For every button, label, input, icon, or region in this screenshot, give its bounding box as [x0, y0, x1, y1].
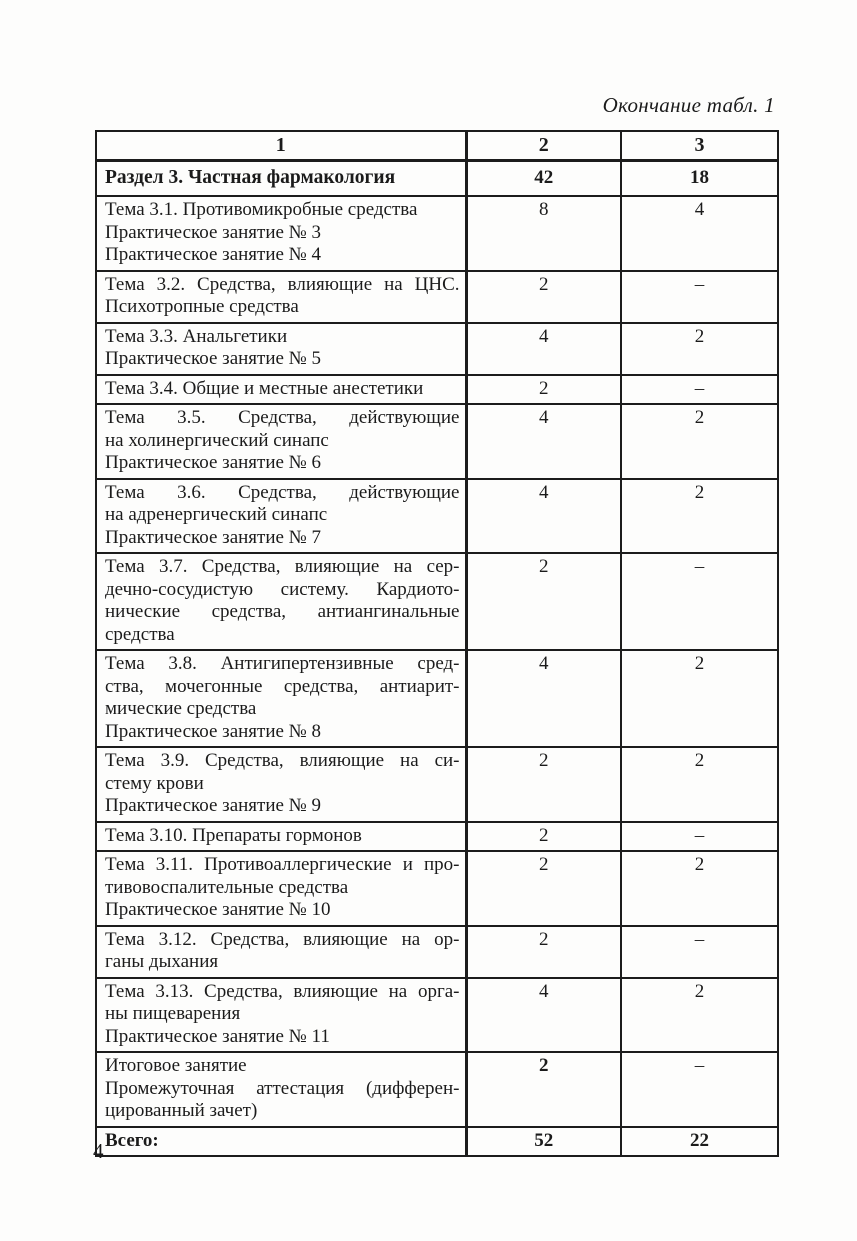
table-row-3 [96, 323, 778, 375]
table-continuation-caption: Окончание табл. 1 [602, 93, 775, 117]
topic-cell [96, 479, 466, 554]
column-number-row [96, 131, 778, 161]
topic-cell [96, 747, 466, 822]
topic-text-line: Практическое занятие № 3 [105, 221, 322, 243]
column-header-2: 2 [466, 131, 621, 161]
table-row-11 [96, 851, 778, 926]
hours-cell: 2 [466, 851, 621, 926]
topic-text-line: мические средства [105, 698, 257, 719]
topic-text-line: Тема 3.3. Анальгетики [105, 325, 288, 347]
seminars-cell: – [621, 1052, 778, 1127]
topic-text-line: ны пищеварения [105, 1003, 241, 1024]
topic-text-line: Практическое занятие № 9 [105, 795, 322, 816]
topic-text-line: на адренергический синапс [105, 504, 328, 525]
hours-cell: 2 [466, 822, 621, 852]
seminars-cell: 2 [621, 747, 778, 822]
hours-cell: 52 [466, 1127, 621, 1157]
topic-text-line: Промежуточная аттестация (дифферен- [105, 1077, 460, 1099]
hours-cell: 42 [466, 161, 621, 197]
table-row-section [96, 161, 778, 197]
topic-text-line: стему крови [105, 772, 204, 794]
hours-cell: 4 [466, 650, 621, 747]
topic-cell [96, 650, 466, 747]
topic-cell [96, 978, 466, 1053]
table-row-7 [96, 553, 778, 650]
seminars-cell: 18 [621, 161, 778, 197]
seminars-cell: 2 [621, 479, 778, 554]
hours-cell: 2 [466, 926, 621, 978]
topic-text-line: нические средства, антиангинальные [105, 601, 460, 622]
hours-cell: 4 [466, 978, 621, 1053]
table-body [96, 161, 778, 1157]
course-hours-table [95, 130, 779, 1157]
topic-text-line: Тема 3.1. Противомикробные средства [105, 199, 418, 220]
topic-text-line: тивовоспалительные средства [105, 876, 349, 898]
topic-text-line: Практическое занятие № 6 [105, 452, 322, 473]
topic-text-line: дечно-сосудистую систему. Кардиото- [105, 578, 460, 600]
topic-text-line: Тема 3.9. Средства, влияющие на си- [105, 750, 460, 771]
topic-text-line: Тема 3.11. Противоаллергические и про- [105, 854, 460, 875]
seminars-cell: 2 [621, 323, 778, 375]
hours-cell: 8 [466, 196, 621, 271]
table-row-12 [96, 926, 778, 978]
seminars-cell: 4 [621, 196, 778, 271]
topic-text-line: Тема 3.6. Средства, действующие [105, 481, 460, 503]
table-row-final [96, 1052, 778, 1127]
seminars-cell: – [621, 375, 778, 405]
table-row-1 [96, 196, 778, 271]
topic-text-line: Практическое занятие № 10 [105, 899, 331, 920]
seminars-cell: 2 [621, 978, 778, 1053]
topic-cell [96, 196, 466, 271]
table-row-6 [96, 479, 778, 554]
topic-text-line: Тема 3.7. Средства, влияющие на сер- [105, 556, 460, 577]
topic-text-line: средства [105, 623, 175, 645]
topic-cell [96, 161, 466, 197]
topic-text-line: Тема 3.5. Средства, действующие [105, 407, 460, 428]
topic-cell [96, 404, 466, 479]
topic-cell [96, 822, 466, 852]
table-row-10 [96, 822, 778, 852]
hours-cell: 4 [466, 323, 621, 375]
topic-cell [96, 553, 466, 650]
seminars-cell: – [621, 822, 778, 852]
topic-cell [96, 323, 466, 375]
table-row-4 [96, 375, 778, 405]
table-row-2 [96, 271, 778, 323]
table-row-total [96, 1127, 778, 1157]
hours-cell: 2 [466, 271, 621, 323]
column-header-1: 1 [96, 131, 466, 161]
seminars-cell: 2 [621, 650, 778, 747]
topic-text-line: цированный зачет) [105, 1100, 258, 1121]
topic-text-line: Итоговое занятие [105, 1055, 247, 1076]
table-row-8 [96, 650, 778, 747]
seminars-cell: – [621, 553, 778, 650]
topic-cell [96, 375, 466, 405]
table-row-13 [96, 978, 778, 1053]
topic-text-line: Всего: [105, 1129, 159, 1151]
topic-cell [96, 271, 466, 323]
topic-text-line: Тема 3.8. Антигипертензивные сред- [105, 653, 460, 674]
topic-text-line: Раздел 3. Частная фармакология [105, 167, 396, 188]
topic-cell [96, 851, 466, 926]
seminars-cell: 22 [621, 1127, 778, 1157]
topic-text-line: ганы дыхания [105, 951, 219, 972]
topic-cell [96, 1052, 466, 1127]
hours-cell: 4 [466, 404, 621, 479]
column-header-3: 3 [621, 131, 778, 161]
seminars-cell: 2 [621, 851, 778, 926]
hours-cell: 2 [466, 1052, 621, 1127]
topic-cell [96, 926, 466, 978]
seminars-cell: – [621, 926, 778, 978]
topic-text-line: Практическое занятие № 7 [105, 526, 322, 548]
hours-cell: 2 [466, 375, 621, 405]
topic-text-line: Психотропные средства [105, 296, 299, 317]
topic-text-line: Практическое занятие № 8 [105, 720, 322, 742]
table-row-9 [96, 747, 778, 822]
hours-cell: 2 [466, 747, 621, 822]
hours-cell: 2 [466, 553, 621, 650]
topic-text-line: Практическое занятие № 5 [105, 348, 322, 369]
page-number: 4 [93, 1139, 104, 1163]
seminars-cell: – [621, 271, 778, 323]
topic-text-line: Тема 3.12. Средства, влияющие на ор- [105, 928, 460, 950]
topic-text-line: ства, мочегонные средства, антиарит- [105, 675, 460, 697]
topic-text-line: Тема 3.13. Средства, влияющие на орга- [105, 980, 460, 1002]
table-row-5 [96, 404, 778, 479]
topic-text-line: Тема 3.10. Препараты гормонов [105, 824, 362, 846]
topic-text-line: Практическое занятие № 4 [105, 244, 322, 265]
hours-cell: 4 [466, 479, 621, 554]
topic-text-line: Тема 3.4. Общие и местные анестетики [105, 377, 424, 399]
topic-text-line: Тема 3.2. Средства, влияющие на ЦНС. [105, 273, 460, 295]
topic-text-line: на холинергический синапс [105, 429, 329, 451]
seminars-cell: 2 [621, 404, 778, 479]
topic-cell [96, 1127, 466, 1157]
topic-text-line: Практическое занятие № 11 [105, 1025, 330, 1047]
